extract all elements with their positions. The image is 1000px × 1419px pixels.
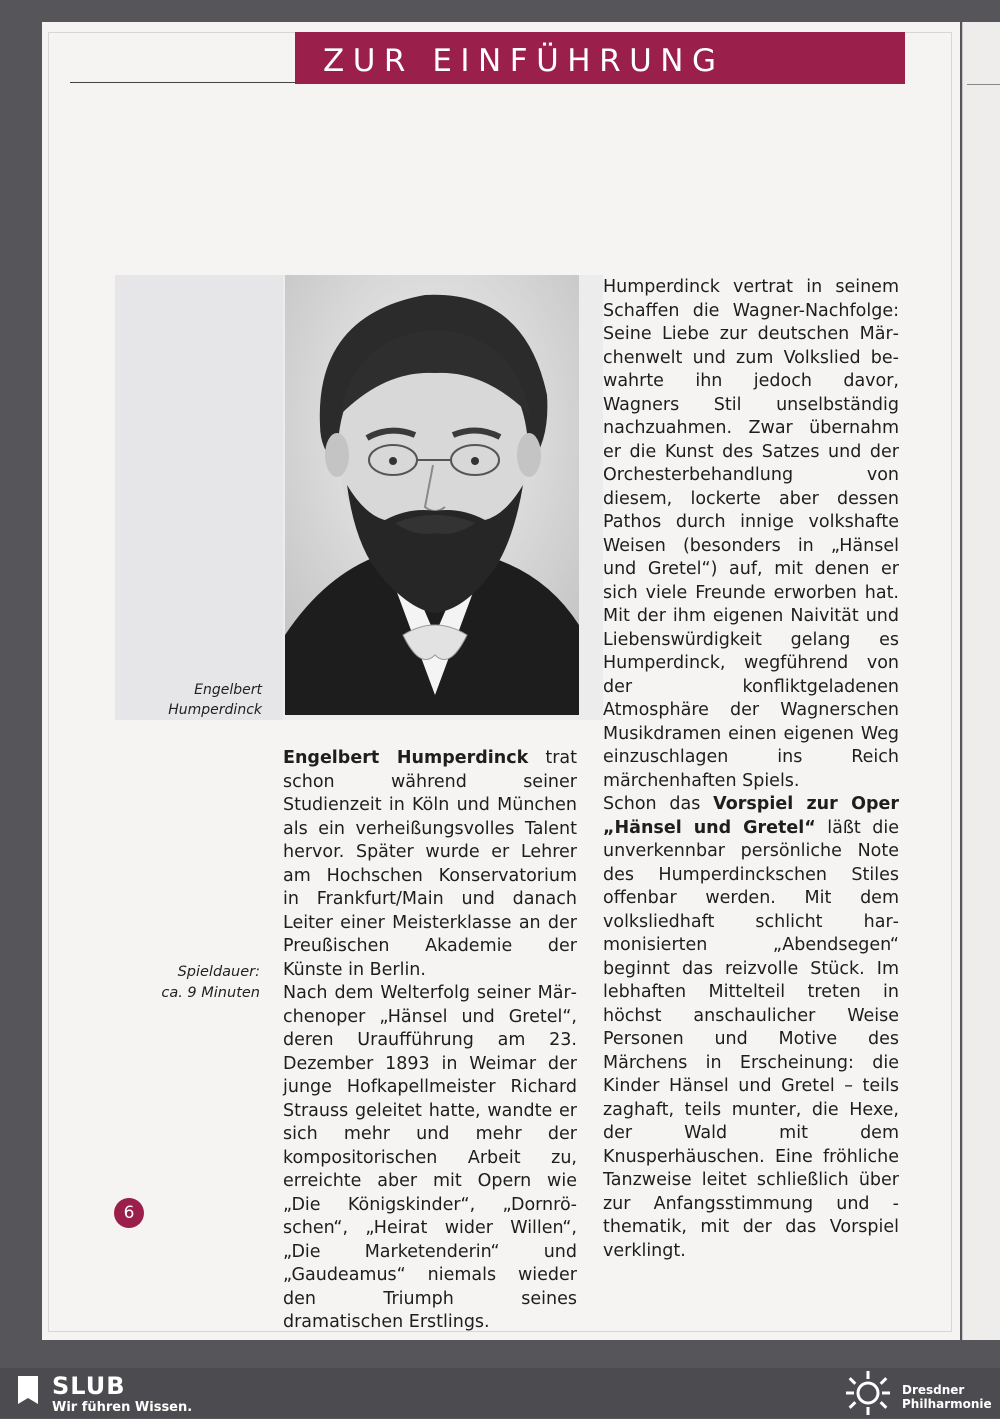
adjacent-page-edge: [962, 22, 1000, 1340]
bleed-through-shape: [115, 275, 305, 720]
paragraph-text: trat schon während seiner Studienzeit in Köln und München als ein verheißungsvolles Talent hervor. Später wurde er Lehrer am Hochschen Konservatorium in Frankfurt/Main und danach Leiter einer Meisterklasse an der Preußischen Akademie der Künste in Berlin.: [283, 748, 577, 980]
paragraph: Humperdinck vertrat in seinem Schaffen die Wagner-Nachfolge: Seine Liebe zur deutschen Märchenwelt und zum Volkslied bewahrte ihn jedoch davor, Wagners Stil unselbständig nachzuahmen. Zwar übernahm er die Kunst des Satzes und der Orchesterbehandlung von diesem, lockerte aber dessen Pathos durch innige volkshafte Weisen (besonders in „Hänsel und Gretel“) auf, mit denen er sich viele Freunde erworben hat. Mit der ihm eigenen Naivität und Liebenswürdigkeit gelang es Humperdinck, wegführend von der konfliktgeladenen Atmosphäre der Wagnerschen Musikdramen einen eigenen Weg einzuschlagen ins Reich märchenhaften Spiels.: [603, 277, 899, 791]
left-text-column: [283, 747, 577, 1335]
section-banner: ZUR EINFÜHRUNG: [295, 32, 905, 84]
right-text-column: [603, 276, 899, 1263]
paragraph-text: läßt die unverkennbar persönliche Note des Humperdinckschen Stiles offenbar werden. Mit dem volksliedhaft schlicht harmonisierten „Abendsegen“ beginnt das reizvolle Stück. Im lebhaften Mittelteil treten in höchst anschaulicher Weise Personen und Motive des Märchens in Erscheinung: die Kinder Hänsel und Gretel – teils zaghaft, teils munter, die Hexe, der Wald mit dem Knusperhäuschen. Eine fröhliche Tanzweise leitet schließlich über zur Anfangsstimmung und -thematik, mit der das Vorspiel verklingt.: [603, 817, 899, 1261]
paragraph: [603, 793, 899, 1263]
partner-name[interactable]: [902, 1383, 998, 1411]
paragraph: Nach dem Welterfolg seiner Märchenoper „Hänsel und Gretel“, deren Uraufführung am 23. Dezember 1893 in Weimar der junge Hofkapellmeister Richard Strauss geleitet hatte, wandte er sich mehr und mehr der kompositorischen Arbeit zu, erreichte aber mit Opern wie „Die Königskinder“, „Dornröschen“, „Heirat wider Willen“, „Die Marketenderin“ und „Gaudeamus“ niemals wieder den Triumph seines dramatischen Erstlings.: [283, 983, 577, 1332]
philharmonie-logo-icon[interactable]: [842, 1371, 894, 1419]
photo-caption-line: Humperdinck: [168, 702, 262, 718]
library-tagline: Wir führen Wissen.: [52, 1400, 193, 1415]
portrait-illustration: [285, 275, 579, 715]
photo-caption: [140, 680, 262, 720]
duration-sidenote: [130, 962, 260, 1004]
library-name[interactable]: SLUB: [52, 1372, 126, 1400]
partner-name-line: Philharmonie: [902, 1397, 992, 1411]
duration-label: Spieldauer:: [177, 964, 260, 980]
work-title: Vorspiel zur Oper „Hänsel und Gretel“: [603, 794, 899, 838]
portrait-photo: [285, 275, 579, 715]
duration-value: ca. 9 Minuten: [161, 985, 260, 1001]
composer-name: Engelbert Humperdinck: [283, 748, 529, 768]
photo-caption-line: Engelbert: [194, 682, 262, 698]
header-rule: [70, 82, 295, 83]
partner-name-line: Dresdner: [902, 1383, 965, 1397]
slub-logo-icon[interactable]: [12, 1374, 44, 1412]
page-number-badge: 6: [114, 1198, 144, 1228]
paragraph-text: Schon das: [603, 794, 714, 814]
paragraph: [283, 747, 577, 982]
